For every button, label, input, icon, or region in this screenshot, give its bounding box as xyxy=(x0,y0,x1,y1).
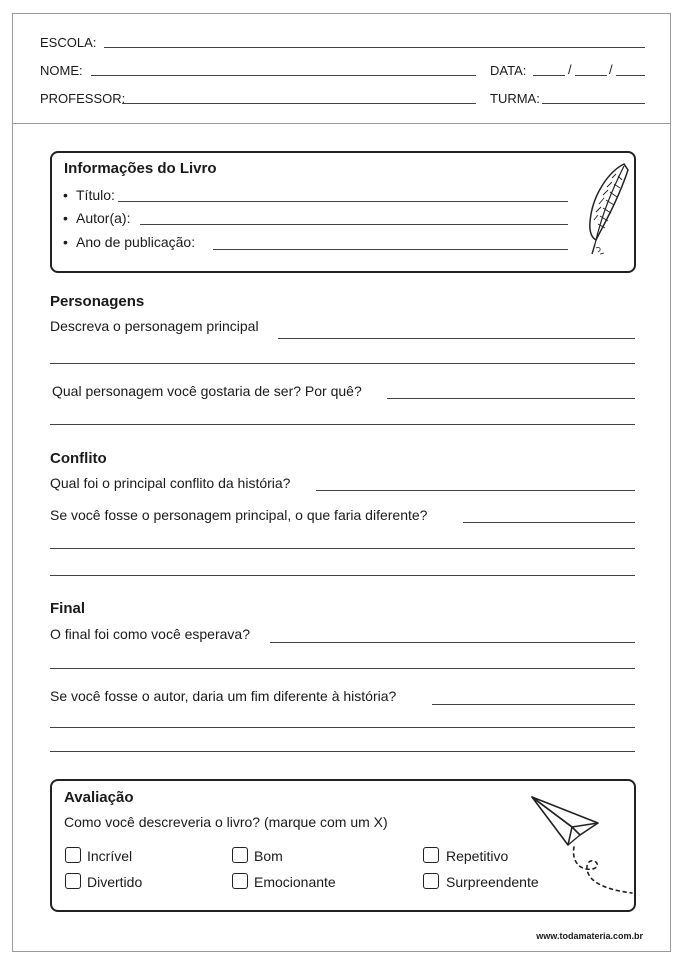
escola-label: ESCOLA: xyxy=(40,35,97,50)
answer-line[interactable] xyxy=(463,522,635,523)
section-title-conflito: Conflito xyxy=(50,450,107,467)
data-separator: / xyxy=(568,62,572,77)
data-month-field[interactable] xyxy=(575,75,607,76)
option-label: Repetitivo xyxy=(446,848,509,864)
checkbox-repetitivo[interactable] xyxy=(423,847,439,863)
book-author-label: • Autor(a): xyxy=(76,210,130,227)
option-label: Divertido xyxy=(87,874,143,890)
checkbox-emocionante[interactable] xyxy=(232,873,248,889)
answer-line[interactable] xyxy=(50,363,635,364)
data-year-field[interactable] xyxy=(616,75,645,76)
option-label: Surpreendente xyxy=(446,874,539,890)
professor-label: PROFESSOR: xyxy=(40,91,126,106)
question-final-1: O final foi como você esperava? xyxy=(50,626,250,642)
book-author-field[interactable] xyxy=(140,224,568,225)
professor-field[interactable] xyxy=(122,103,476,104)
rating-prompt: Como você descreveria o livro? (marque com um X) xyxy=(64,814,388,830)
answer-line[interactable] xyxy=(278,338,635,339)
answer-line[interactable] xyxy=(50,727,635,728)
footer-site: www.todamateria.com.br xyxy=(536,931,643,941)
nome-field[interactable] xyxy=(91,75,476,76)
answer-line[interactable] xyxy=(432,704,635,705)
question-personagens-2: Qual personagem você gostaria de ser? Por quê? xyxy=(52,383,362,399)
checkbox-divertido[interactable] xyxy=(65,873,81,889)
question-personagens-1: Descreva o personagem principal xyxy=(50,318,259,334)
book-year-label: • Ano de publicação: xyxy=(76,234,195,251)
checkbox-surpreendente[interactable] xyxy=(423,873,439,889)
question-conflito-1: Qual foi o principal conflito da história? xyxy=(50,475,291,491)
option-label: Bom xyxy=(254,848,283,864)
header-divider xyxy=(12,123,671,124)
answer-line[interactable] xyxy=(50,575,635,576)
section-title-personagens: Personagens xyxy=(50,293,145,310)
escola-field[interactable] xyxy=(104,47,645,48)
book-year-field[interactable] xyxy=(213,249,568,250)
answer-line[interactable] xyxy=(316,490,635,491)
nome-label: NOME: xyxy=(40,63,83,78)
question-conflito-2: Se você fosse o personagem principal, o que faria diferente? xyxy=(50,507,428,523)
turma-label: TURMA: xyxy=(490,91,540,106)
option-label: Emocionante xyxy=(254,874,336,890)
checkbox-bom[interactable] xyxy=(232,847,248,863)
answer-line[interactable] xyxy=(50,668,635,669)
option-label: Incrível xyxy=(87,848,133,864)
data-separator: / xyxy=(609,62,613,77)
turma-field[interactable] xyxy=(542,103,645,104)
feather-quill-icon xyxy=(578,160,634,260)
data-label: DATA: xyxy=(490,63,527,78)
paper-plane-icon xyxy=(528,793,636,897)
checkbox-incrivel[interactable] xyxy=(65,847,81,863)
answer-line[interactable] xyxy=(50,751,635,752)
data-day-field[interactable] xyxy=(533,75,565,76)
answer-line[interactable] xyxy=(387,398,635,399)
section-title-final: Final xyxy=(50,600,86,617)
book-title-label: • Título: xyxy=(76,187,115,204)
answer-line[interactable] xyxy=(270,642,635,643)
answer-line[interactable] xyxy=(50,424,635,425)
book-info-title: Informações do Livro xyxy=(64,160,217,177)
answer-line[interactable] xyxy=(50,548,635,549)
book-title-field[interactable] xyxy=(118,201,568,202)
question-final-2: Se você fosse o autor, daria um fim diferente à história? xyxy=(50,688,397,704)
rating-title: Avaliação xyxy=(64,789,134,806)
